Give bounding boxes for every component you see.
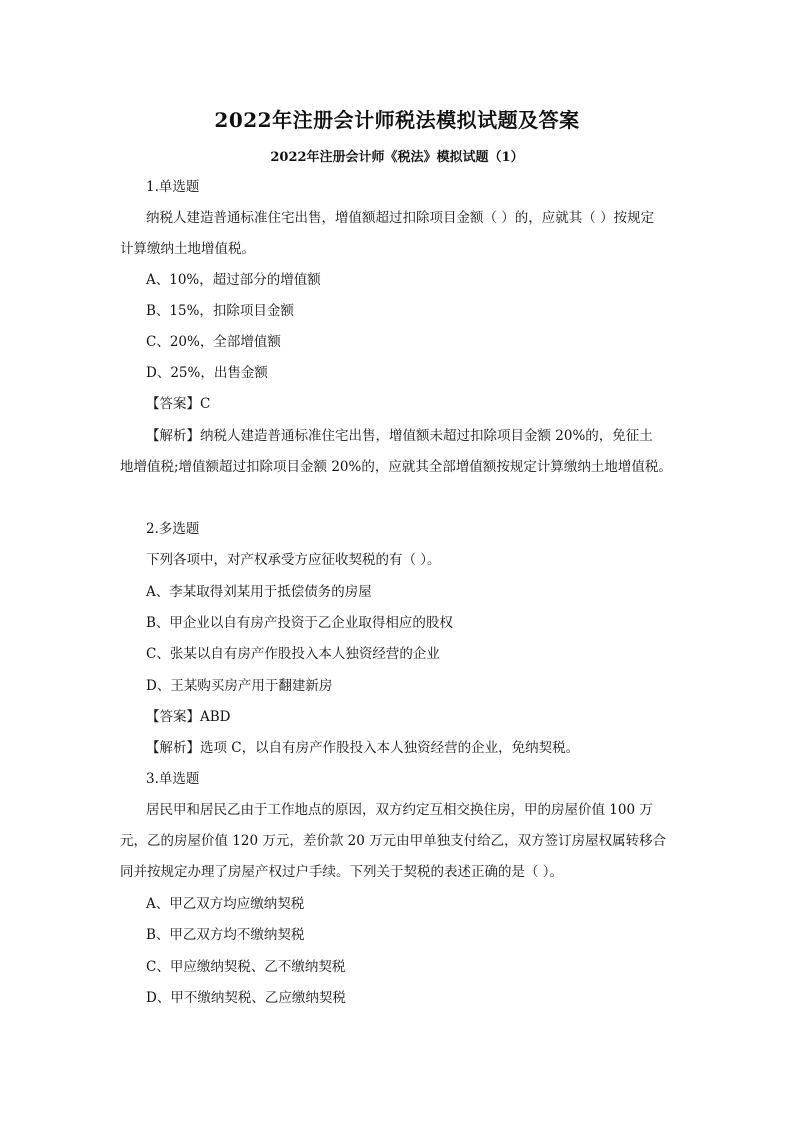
question-1-analysis-line-1: 【解析】纳税人建造普通标准住宅出售，增值额未超过扣除项目金额 20%的，免征土 (146, 428, 653, 444)
question-3-option-c: C、甲应缴纳契税、乙不缴纳契税 (146, 959, 346, 975)
question-3-option-b: B、甲乙双方均不缴纳契税 (146, 927, 305, 943)
question-2-answer: 【答案】ABD (146, 709, 231, 725)
question-1-analysis-line-2: 地增值税;增值额超过扣除项目金额 20%的，应就其全部增值额按规定计算缴纳土地增值税。 (120, 459, 672, 475)
question-1-answer: 【答案】C (146, 396, 211, 412)
question-1-option-d: D、25%，出售金额 (146, 365, 268, 381)
question-3-type: 3.单选题 (146, 771, 200, 787)
question-3-stem-line-3: 同并按规定办理了房屋产权过户手续。下列关于契税的表述正确的是（ ）。 (120, 864, 564, 880)
question-3-stem-line-1: 居民甲和居民乙由于工作地点的原因，双方约定互相交换住房，甲的房屋价值 100 万 (146, 802, 653, 818)
question-2-stem-line-1: 下列各项中，对产权承受方应征收契税的有（ ）。 (146, 552, 441, 568)
question-1-option-c: C、20%，全部增值额 (146, 334, 281, 350)
question-1-option-a: A、10%，超过部分的增值额 (146, 272, 321, 288)
question-1-type: 1.单选题 (146, 179, 200, 195)
question-2-option-a: A、李某取得刘某用于抵偿债务的房屋 (146, 584, 372, 600)
question-1-stem-line-1: 纳税人建造普通标准住宅出售，增值额超过扣除项目金额（ ）的，应就其（ ）按规定 (146, 210, 655, 226)
question-3-option-d: D、甲不缴纳契税、乙应缴纳契税 (146, 990, 346, 1006)
question-3-option-a: A、甲乙双方均应缴纳契税 (146, 896, 305, 912)
question-1-stem-line-2: 计算缴纳土地增值税。 (120, 241, 255, 257)
question-3-stem-line-2: 元，乙的房屋价值 120 万元，差价款 20 万元由甲单独支付给乙，双方签订房屋权属转移合 (120, 833, 667, 849)
question-2-analysis-line-1: 【解析】选项 C，以自有房产作股投入本人独资经营的企业，免纳契税。 (146, 740, 580, 756)
question-2-option-d: D、王某购买房产用于翻建新房 (146, 678, 333, 694)
document-subtitle: 2022年注册会计师《税法》模拟试题（1） (270, 150, 524, 165)
question-2-type: 2.多选题 (146, 521, 200, 537)
question-1-option-b: B、15%，扣除项目金额 (146, 303, 294, 319)
document-title: 2022年注册会计师税法模拟试题及答案 (214, 108, 580, 132)
question-2-option-c: C、张某以自有房产作股投入本人独资经营的企业 (146, 646, 440, 662)
question-2-option-b: B、甲企业以自有房产投资于乙企业取得相应的股权 (146, 615, 453, 631)
